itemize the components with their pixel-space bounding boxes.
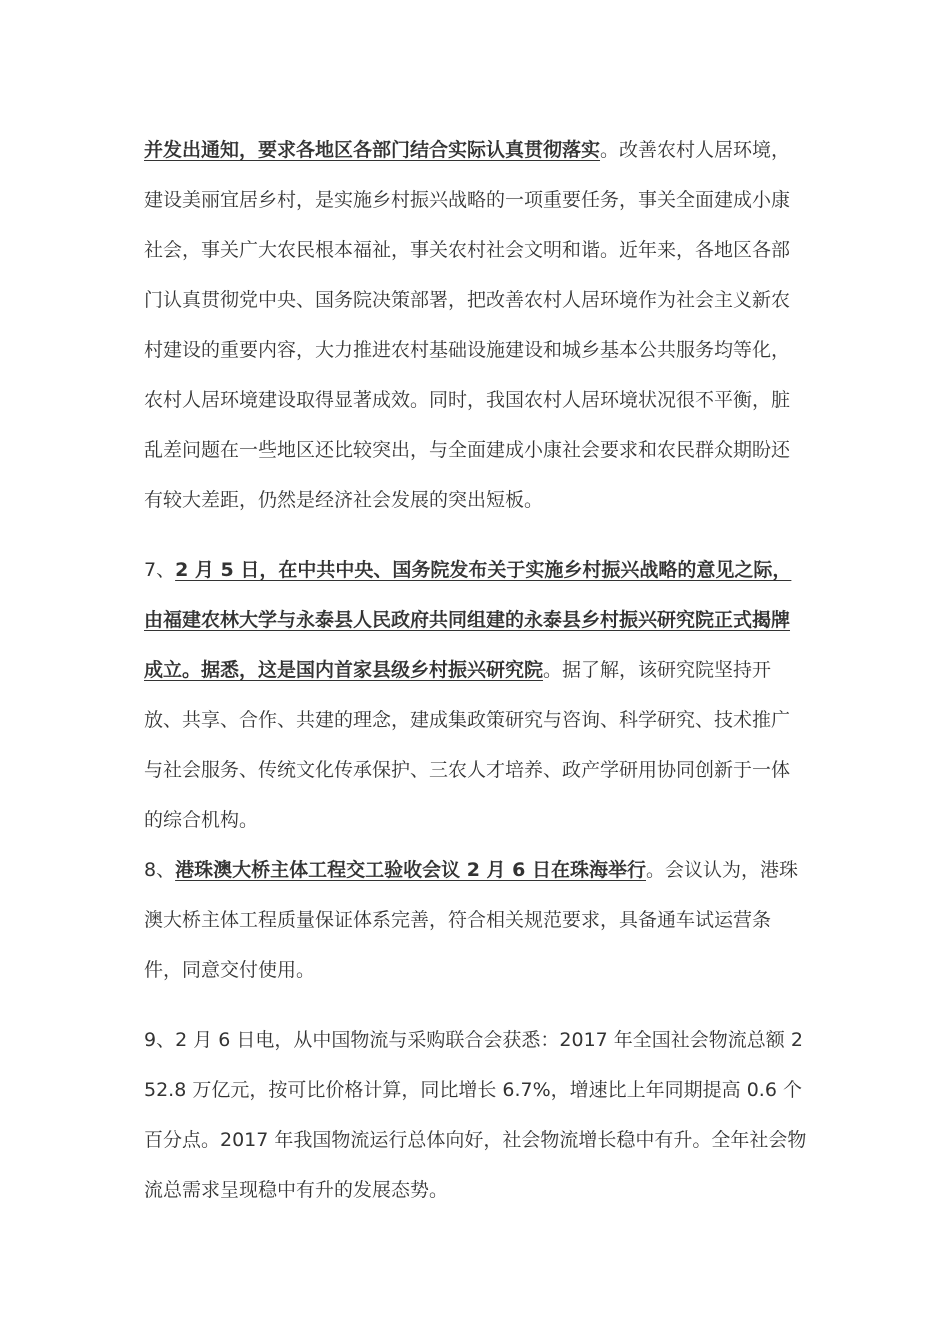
body-text: 。会议认为，港珠澳大桥主体工程质量保证体系完善，符合相关规范要求，具备通车试运营条件，同意交付使用。: [144, 859, 799, 981]
paragraph-item-9: [144, 1015, 808, 1215]
highlight-text: 港珠澳大桥主体工程交工验收会议 2 月 6 日在珠海举行: [175, 859, 646, 881]
paragraph-item-8: [144, 845, 808, 995]
paragraph-intro: [144, 125, 808, 525]
item-number: 9、: [144, 1029, 176, 1051]
highlight-text: 2 月 5 日，在中共中央、国务院发布关于实施乡村振兴战略的意见之际，由福建农林大学与永泰县人民政府共同组建的永泰县乡村振兴研究院正式揭牌成立。据悉，这是国内首家县级乡村振兴研究院: [144, 559, 792, 681]
document-page: [144, 125, 808, 1215]
body-text: 。改善农村人居环境，建设美丽宜居乡村，是实施乡村振兴战略的一项重要任务，事关全面建成小康社会，事关广大农民根本福祉，事关农村社会文明和谐。近年来，各地区各部门认真贯彻党中央、国务院决策部署，把改善农村人居环境作为社会主义新农村建设的重要内容，大力推进农村基础设施建设和城乡基本公共服务均等化，农村人居环境建设取得显著成效。同时，我国农村人居环境状况很不平衡，脏乱差问题在一些地区还比较突出，与全面建成小康社会要求和农民群众期盼还有较大差距，仍然是经济社会发展的突出短板。: [144, 139, 791, 511]
item-number: 8、: [144, 859, 176, 881]
body-text: 。据了解，该研究院坚持开放、共享、合作、共建的理念，建成集政策研究与咨询、科学研究、技术推广与社会服务、传统文化传承保护、三农人才培养、政产学研用协同创新于一体的综合机构。: [144, 659, 791, 831]
paragraph-item-7: [144, 545, 808, 845]
body-text: 2 月 6 日电，从中国物流与采购联合会获悉：2017 年全国社会物流总额 252.8 万亿元，按可比价格计算，同比增长 6.7%，增速比上年同期提高 0.6 个百分点。2017 年我国物流运行总体向好，社会物流增长稳中有升。全年社会物流总需求呈现稳中有升的发展态势。: [144, 1029, 807, 1201]
item-number: 7、: [144, 559, 176, 581]
highlight-text: 并发出通知，要求各地区各部门结合实际认真贯彻落实: [144, 139, 601, 161]
